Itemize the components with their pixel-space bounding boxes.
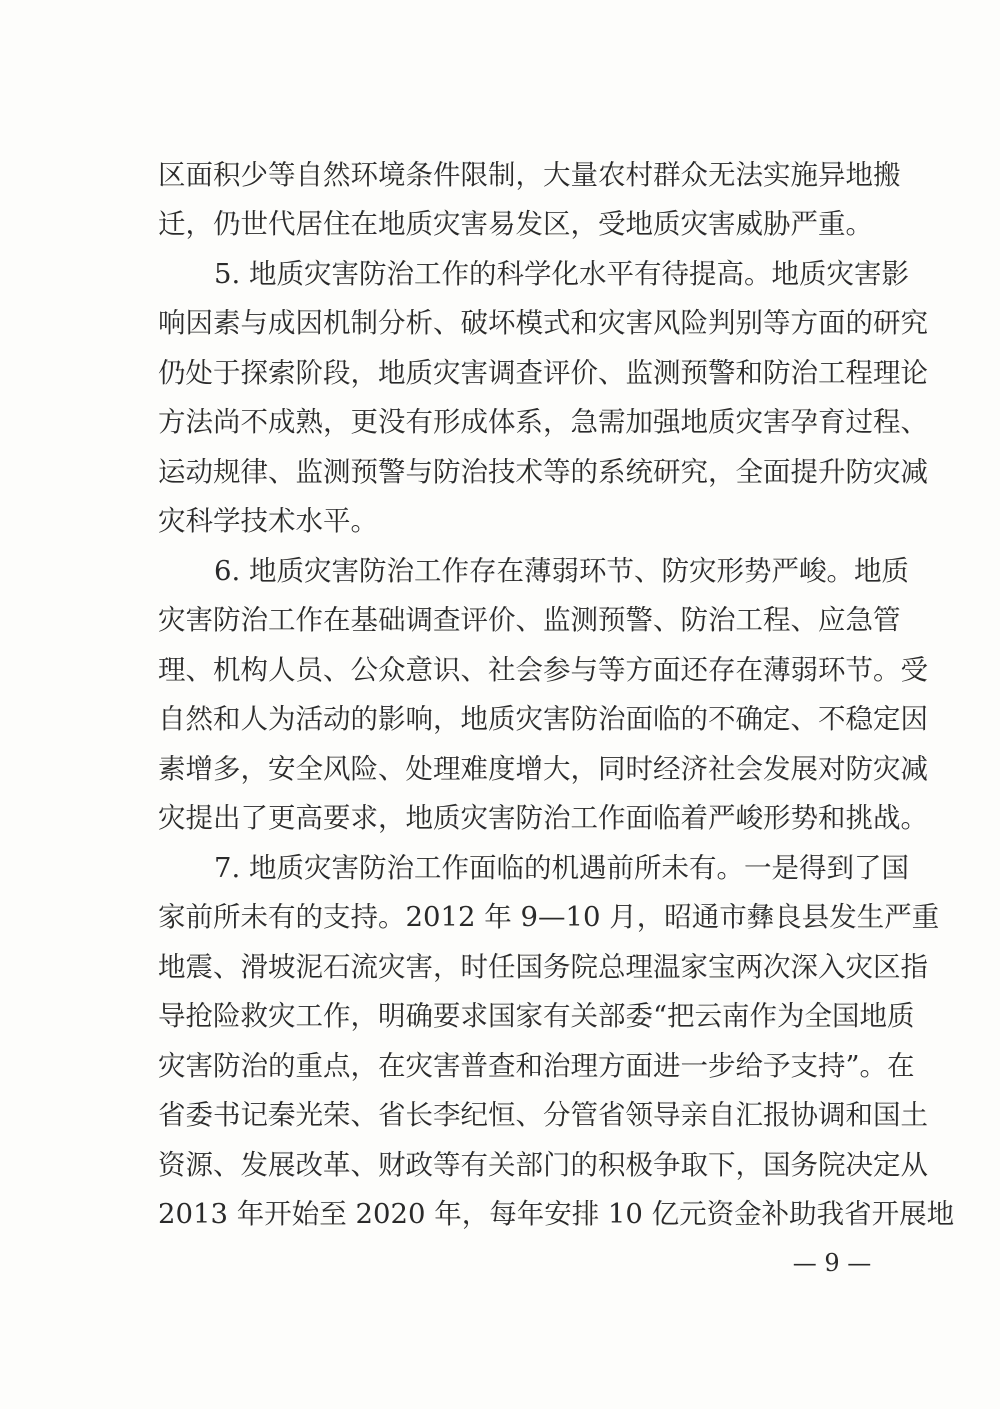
text-line: 仍处于探索阶段，地质灾害调查评价、监测预警和防治工程理论	[158, 357, 928, 389]
page-number: — 9 —	[792, 1249, 872, 1277]
text-line: 灾害防治工作在基础调查评价、监测预警、防治工程、应急管	[158, 604, 901, 636]
text-line: 2013 年开始至 2020 年，每年安排 10 亿元资金补助我省开展地	[158, 1198, 955, 1230]
text-line: 家前所未有的支持。2012 年 9—10 月，昭通市彝良县发生严重	[158, 901, 940, 933]
paragraph-start-line: 7. 地质灾害防治工作面临的机遇前所未有。一是得到了国	[214, 852, 909, 884]
text-line: 省委书记秦光荣、省长李纪恒、分管省领导亲自汇报协调和国土	[158, 1099, 928, 1131]
text-line: 响因素与成因机制分析、破坏模式和灾害风险判别等方面的研究	[158, 307, 928, 339]
text-line: 地震、滑坡泥石流灾害，时任国务院总理温家宝两次深入灾区指	[158, 951, 928, 983]
text-line: 灾害防治的重点，在灾害普查和治理方面进一步给予支持”。在	[158, 1050, 915, 1082]
text-line: 素增多，安全风险、处理难度增大，同时经济社会发展对防灾减	[158, 753, 928, 785]
text-line: 导抢险救灾工作，明确要求国家有关部委“把云南作为全国地质	[158, 1000, 915, 1032]
text-line: 灾科学技术水平。	[158, 505, 378, 537]
text-line: 方法尚不成熟，更没有形成体系，急需加强地质灾害孕育过程、	[158, 406, 928, 438]
text-line: 灾提出了更高要求，地质灾害防治工作面临着严峻形势和挑战。	[158, 802, 928, 834]
text-line: 自然和人为活动的影响，地质灾害防治面临的不确定、不稳定因	[158, 703, 928, 735]
text-line: 迁，仍世代居住在地质灾害易发区，受地质灾害威胁严重。	[158, 208, 873, 240]
paragraph-start-line: 6. 地质灾害防治工作存在薄弱环节、防灾形势严峻。地质	[214, 555, 909, 587]
text-line: 区面积少等自然环境条件限制，大量农村群众无法实施异地搬	[158, 159, 901, 191]
paragraph-start-line: 5. 地质灾害防治工作的科学化水平有待提高。地质灾害影	[214, 258, 909, 290]
text-line: 理、机构人员、公众意识、社会参与等方面还存在薄弱环节。受	[158, 654, 928, 686]
text-line: 资源、发展改革、财政等有关部门的积极争取下，国务院决定从	[158, 1149, 928, 1181]
text-line: 运动规律、监测预警与防治技术等的系统研究，全面提升防灾减	[158, 456, 928, 488]
